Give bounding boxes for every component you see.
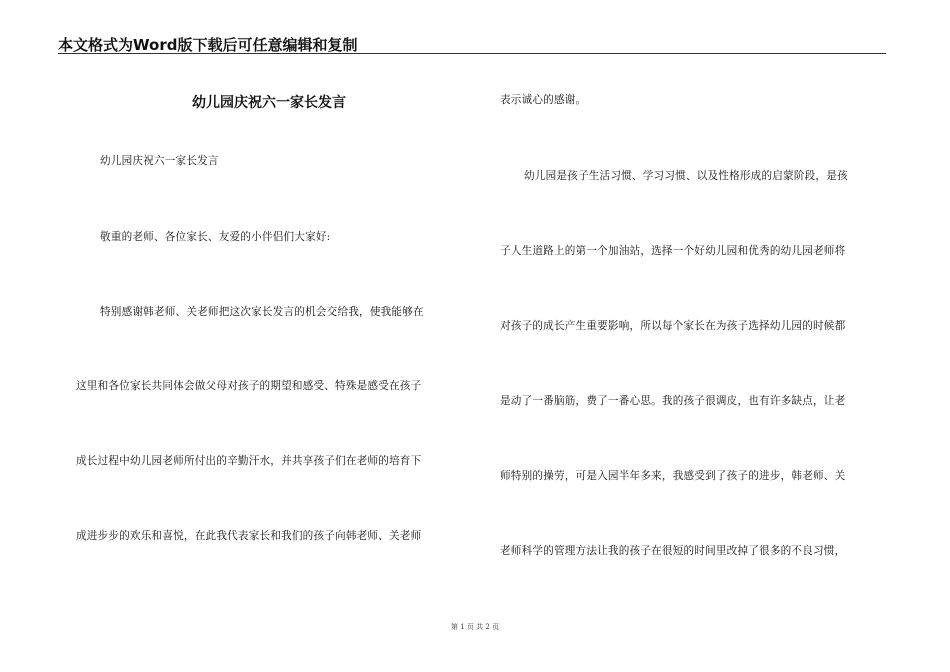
paragraph-line: 敬重的老师、各位家长、友爱的小伴侣们大家好: — [100, 231, 331, 243]
paragraph-line: 是动了一番脑筋，费了一番心思。我的孩子很调皮，也有许多缺点，让老 — [500, 395, 846, 407]
paragraph-line: 表示诚心的感谢。 — [500, 94, 587, 106]
page-number: 第 1 页 共 2 页 — [450, 623, 500, 631]
paragraph-line: 老师科学的管理方法让我的孩子在很短的时间里改掉了很多的不良习惯， — [500, 545, 846, 557]
header-rule — [58, 53, 886, 54]
paragraph-line: 幼儿园是孩子生活习惯、学习习惯、以及性格形成的启蒙阶段，是孩 — [524, 170, 848, 182]
paragraph-line: 成进步步的欢乐和喜悦，在此我代表家长和我们的孩子向韩老师、关老师 — [76, 530, 422, 542]
paragraph-line: 对孩子的成长产生重要影响，所以每个家长在为孩子选择幼儿园的时候都 — [500, 320, 846, 332]
paragraph-line: 特别感谢韩老师、关老师把这次家长发言的机会交给我，使我能够在 — [100, 306, 424, 318]
format-banner: 本文格式为Word版下载后可任意编辑和复制 — [58, 36, 358, 54]
paragraph-line: 子人生道路上的第一个加油站，选择一个好幼儿园和优秀的幼儿园老师将 — [500, 245, 846, 257]
paragraph-line: 幼儿园庆祝六一家长发言 — [100, 155, 219, 167]
paragraph-line: 这里和各位家长共同体会做父母对孩子的期望和感受、特殊是感受在孩子 — [76, 380, 422, 392]
document-title: 幼儿园庆祝六一家长发言 — [192, 95, 346, 111]
paragraph-line: 成长过程中幼儿园老师所付出的辛勤汗水，并共享孩子们在老师的培育下 — [76, 455, 422, 467]
paragraph-line: 师特别的操劳，可是入园半年多来，我感受到了孩子的进步，韩老师、关 — [500, 470, 846, 482]
